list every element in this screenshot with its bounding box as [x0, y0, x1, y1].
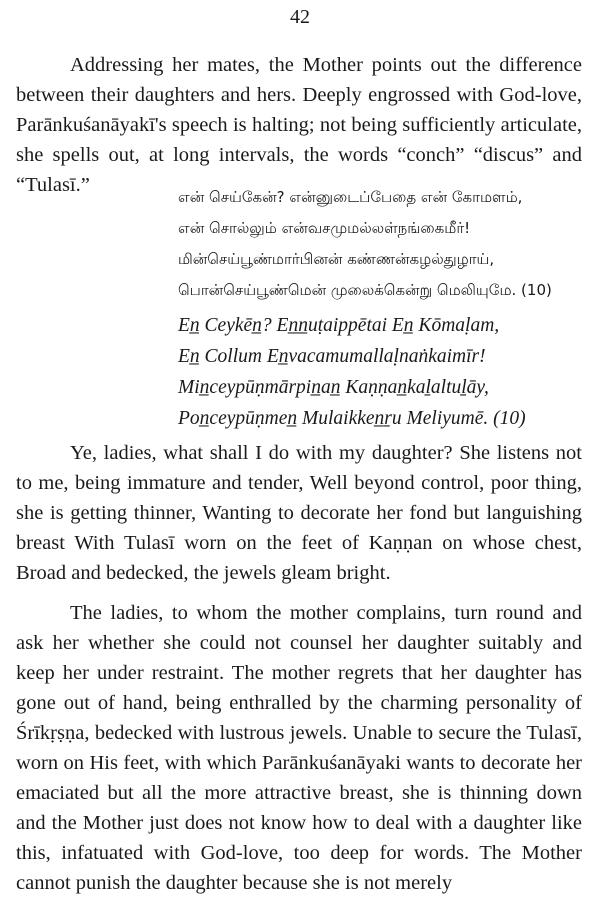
- paragraph-commentary: The ladies, to whom the mother complains, turn round and ask her whether she could not counsel her daughter suitably and keep her under restraint. The mother regrets that her daughter has gone out of hand, being enthralled by the charming personality of Śrīkṛṣṇa, bedecked with lustrous jewels. Unable to secure the Tulasī, worn on His feet, with which Parānkuśanāyaki wants to decorate her emaciated but all the more attractive breast, she is thinning down and the Mother just does not know how to deal with a daughter like this, infatuated with God-love, too deep for words. The Mother cannot punish the daughter because she is not merely: [16, 602, 582, 894]
- tamil-verse-line: பொன்செய்பூண்மென் முலைக்கென்று மெலியுமே. (10): [178, 281, 552, 299]
- paragraph-translation: Ye, ladies, what shall I do with my daughter? She listens not to me, being immature and tender, Well beyond control, poor thing, she is getting thinner, Wanting to decorate her fond but languishing breast With Tulasī worn on the feet of Kaṇṇan on whose chest, Broad and bedecked, the jewels gleam bright.: [16, 442, 582, 584]
- paragraph-intro: Addressing her mates, the Mother points out the difference between their daughters and hers. Deeply engrossed with God-love, Parānkuśanāyakī's speech is halting; not being sufficiently articulate, she spells out, at long intervals, the words “conch” “discus” and “Tulasī.”: [16, 54, 582, 196]
- tamil-verse-line: மின்செய்பூண்மார்பினன் கண்ணன்கழல்துழாய்,: [178, 250, 495, 268]
- transliterated-verse-line: En̲ Ceykēn̲? En̲n̲uṭaippētai En̲ Kōmaḷam,: [178, 315, 500, 336]
- transliterated-verse-line: Min̲ceypūṇmārpin̲an̲ Kaṇṇan̲kaḻaltuḻāy,: [178, 377, 489, 398]
- transliterated-verse-line: Pon̲ceypūṇmen̲ Mulaikken̲ṟu Meliyumē. (10): [178, 408, 526, 429]
- transliterated-verse: [178, 310, 598, 434]
- page-number: 42: [290, 6, 310, 28]
- tamil-verse-line: என் சொல்லும் என்வசமுமல்லள்நங்கைமீர்!: [178, 219, 471, 237]
- tamil-verse-line: என் செய்கேன்? என்னுடைப்பேதை என் கோமளம்,: [178, 188, 523, 206]
- transliterated-verse-line: En̲ Collum En̲vacamumallaḷnaṅkaimīr!: [178, 346, 486, 367]
- tamil-verse: [178, 182, 598, 306]
